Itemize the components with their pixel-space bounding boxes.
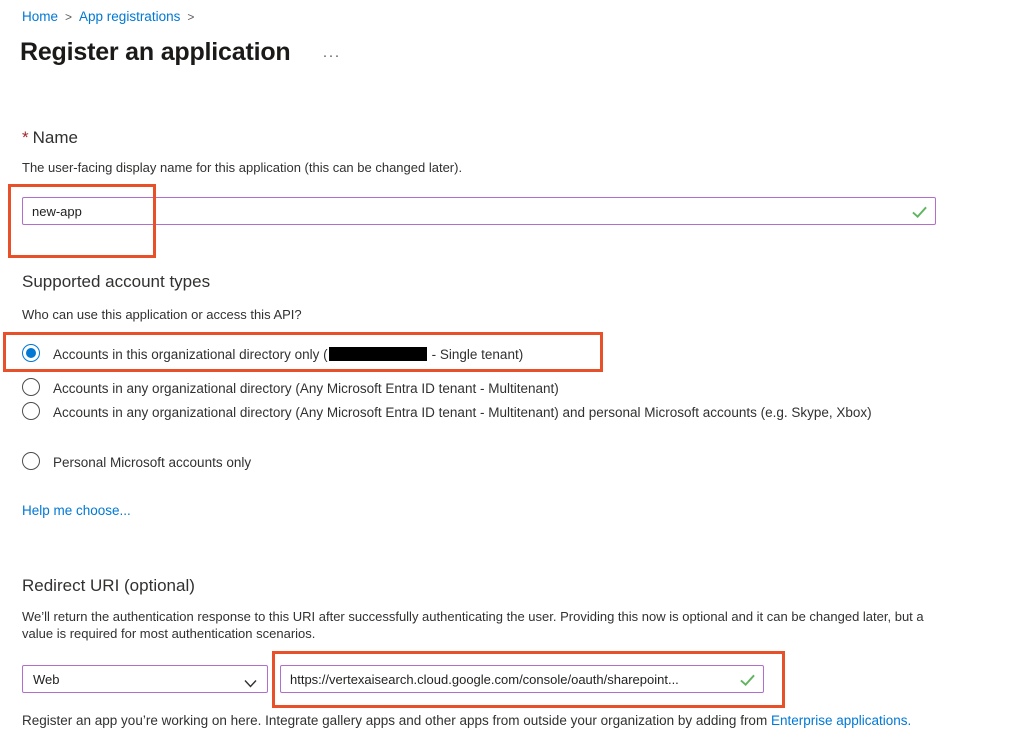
account-type-option-multitenant-personal[interactable] bbox=[22, 402, 872, 422]
name-section-heading bbox=[22, 128, 78, 148]
name-heading-label: Name bbox=[32, 128, 78, 147]
chevron-down-icon bbox=[244, 675, 257, 684]
breadcrumb-separator-icon: > bbox=[187, 9, 195, 24]
account-type-option-multitenant[interactable] bbox=[22, 378, 559, 398]
account-type-option-single-tenant[interactable] bbox=[22, 344, 523, 364]
breadcrumb-link-home[interactable]: Home bbox=[22, 9, 59, 24]
breadcrumb bbox=[22, 9, 194, 24]
valid-checkmark-icon bbox=[740, 673, 755, 685]
radio-selected-icon[interactable] bbox=[22, 344, 40, 362]
redirect-uri-input-wrap bbox=[280, 665, 764, 693]
redirect-uri-heading: Redirect URI (optional) bbox=[22, 576, 195, 595]
footer-note: Register an app you’re working on here. Integrate gallery apps and other apps from outside your organization by adding from Enterprise applications. bbox=[22, 713, 912, 728]
required-marker: * bbox=[22, 128, 29, 147]
redacted-tenant-name bbox=[329, 347, 427, 361]
redirect-uri-input[interactable] bbox=[280, 665, 764, 693]
account-type-option-label: Accounts in any organizational directory (Any Microsoft Entra ID tenant - Multitenant) bbox=[53, 381, 559, 396]
page-header bbox=[20, 38, 340, 67]
more-options-icon[interactable]: ··· bbox=[322, 47, 341, 64]
account-type-option-label: Personal Microsoft accounts only bbox=[53, 455, 252, 470]
account-types-heading: Supported account types bbox=[22, 272, 211, 291]
platform-select-value: Web bbox=[33, 671, 60, 687]
app-name-input[interactable] bbox=[22, 197, 936, 225]
name-description: The user-facing display name for this application (this can be changed later). bbox=[22, 160, 463, 175]
radio-unselected-icon[interactable] bbox=[22, 378, 40, 396]
name-input-wrap bbox=[22, 197, 936, 225]
redirect-uri-description: We’ll return the authentication response to this URI after successfully authenticating the user. Providing this now is optional and it can be changed later, but a value is required for most authentication scenarios. bbox=[22, 609, 924, 641]
account-type-option-personal-only[interactable] bbox=[22, 452, 251, 472]
radio-unselected-icon[interactable] bbox=[22, 402, 40, 420]
valid-checkmark-icon bbox=[912, 205, 927, 217]
account-types-question: Who can use this application or access this API? bbox=[22, 307, 302, 322]
account-type-option-label: Accounts in this organizational directory only ( - Single tenant) bbox=[53, 347, 524, 362]
help-me-choose-link[interactable]: Help me choose... bbox=[22, 503, 131, 518]
page-title: Register an application bbox=[20, 38, 291, 66]
radio-unselected-icon[interactable] bbox=[22, 452, 40, 470]
account-type-option-label: Accounts in any organizational directory (Any Microsoft Entra ID tenant - Multitenant) and personal Microsoft accounts (e.g. Skype, Xbox) bbox=[53, 405, 872, 420]
breadcrumb-separator-icon: > bbox=[65, 9, 73, 24]
breadcrumb-link-app-registrations[interactable]: App registrations bbox=[79, 9, 181, 24]
platform-select[interactable] bbox=[22, 665, 268, 693]
enterprise-applications-link[interactable]: Enterprise applications. bbox=[770, 713, 912, 728]
